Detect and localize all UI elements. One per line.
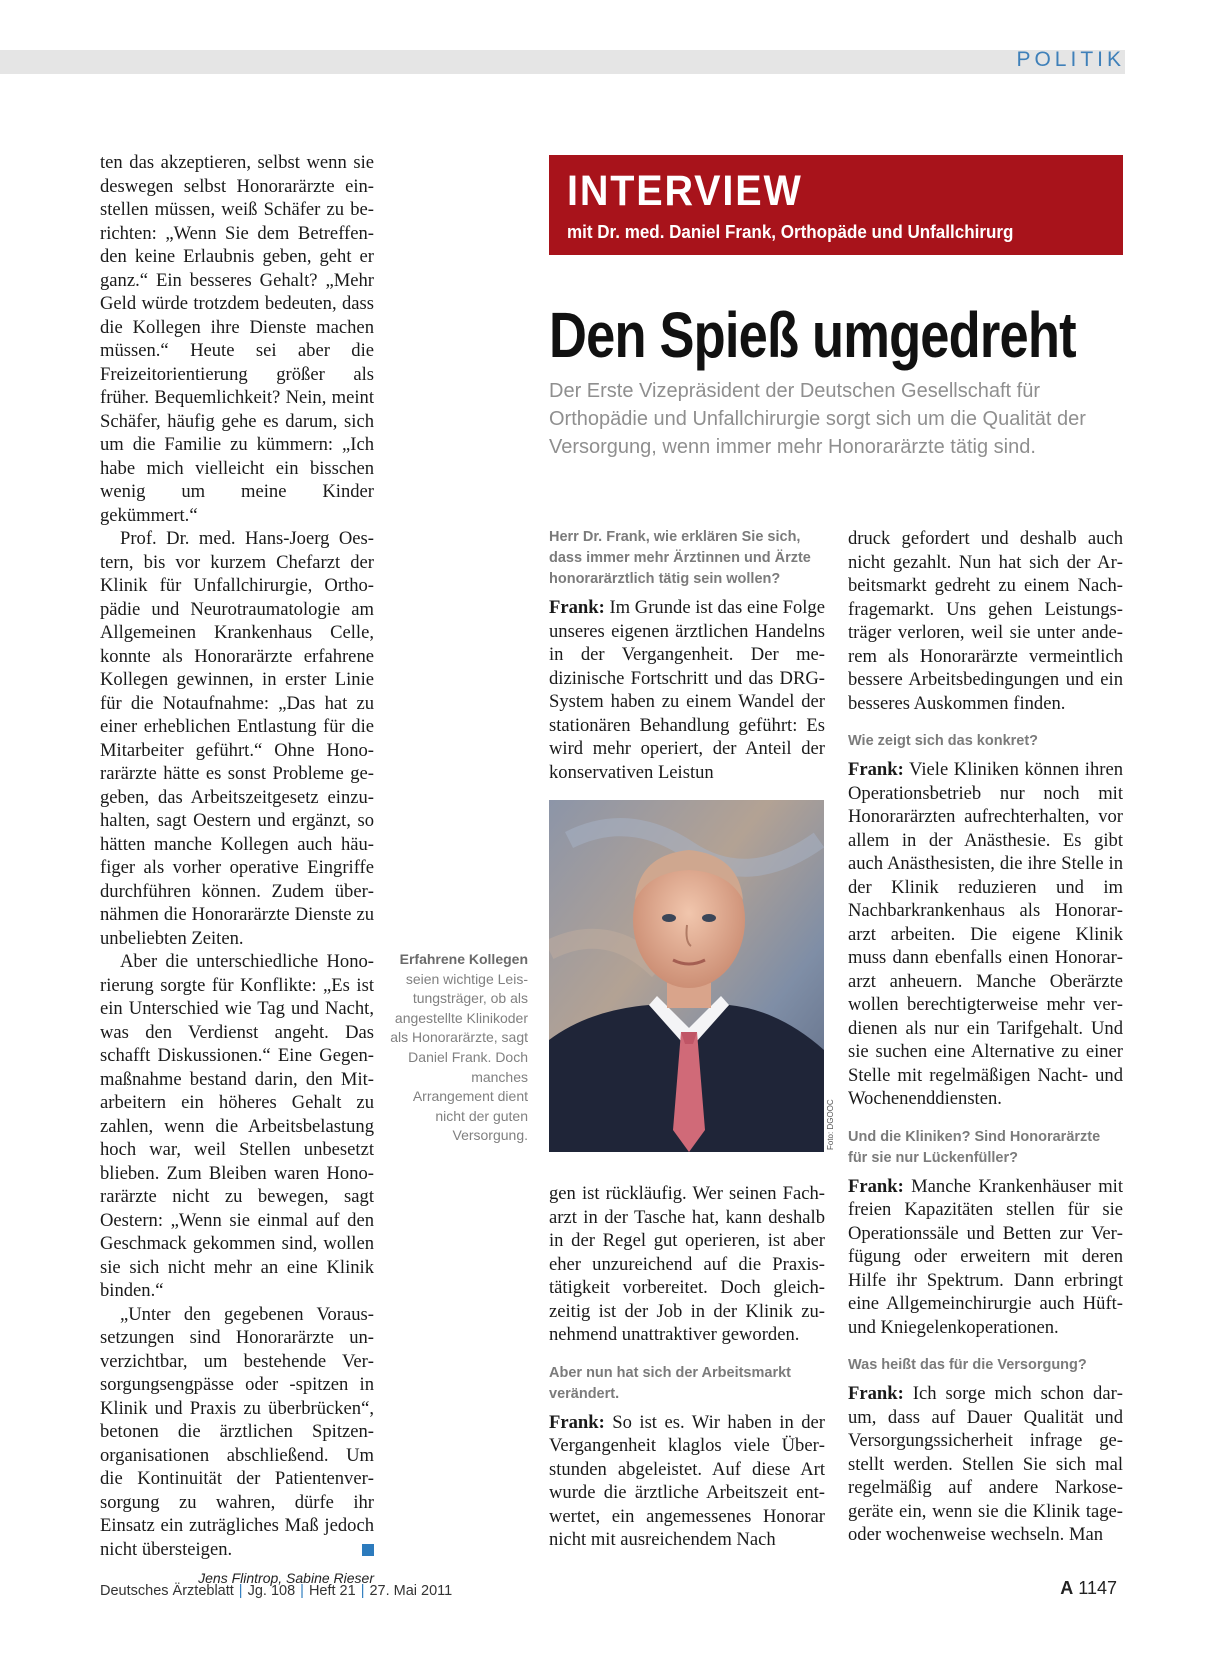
article-headline: Den Spieß umgedreht xyxy=(549,299,1076,371)
author-line: Jens Flintrop, Sabine Rieser xyxy=(198,1570,374,1586)
footer-separator: | xyxy=(238,1583,243,1599)
interview-answer xyxy=(848,1175,1123,1340)
interview-column-middle-lower xyxy=(549,1182,825,1552)
photo-credit: Foto: DGOOC xyxy=(826,1099,835,1150)
interview-answer-continued: gen ist rückläufig. Wer seinen Facharzt in der Tasche hat, kann deshalb in der Regel gut operieren, ist aber eher unzureichend auf die Praxistätigkeit vorbereitet. Doch gleichzeitig ist der Job in der Klinik zunehmend unattraktiver geworden. xyxy=(549,1183,825,1345)
answer-text: Viele Kliniken können ihren Operationsbetrieb nur noch mit Honorarärzten aufrechterhalten, vor allem in der Anästhesie. Es gibt auch Anästhesisten, die ihre Stelle in der Klinik reduzieren und im Nachbarkrankenhaus als Honorararzt arbeiten. Die eigene Klinik muss dann ebenfalls einen Honorararzt anheuern. Manche Oberärzte wollen berechtigterweise mehr verdienen als nur ein Tarifgehalt. Und sie suchen eine Alternative zu einer Stelle mit regelmäßigen Nacht- und Wochenenddiensten. xyxy=(848,759,1123,1109)
interview-answer xyxy=(549,1411,825,1552)
speaker-label: Frank: xyxy=(549,597,605,618)
interview-question: Aber nun hat sich der Arbeitsmarkt verändert. xyxy=(549,1364,791,1402)
photo-caption xyxy=(390,950,528,1146)
caption-heading: Erfahrene Kollegen xyxy=(399,951,528,967)
body-paragraph: Aber die unterschiedliche Honorierung sorgte für Konflikte: „Es ist ein Unterschied wie Tag und Nacht, was den Verdienst angeht. Das schafft Diskussionen.“ Eine Gegenmaßnahme bestand darin, den Mitarbeitern ein höheres Gehalt zu zahlen, wenn die Arbeitsbelastung hoch war, weil Stellen unbesetzt blieben. Zum Bleiben waren Honorarärzte nicht zu bewegen, sagt Oestern: „Wenn sie einmal auf den Geschmack gekommen sind, wollen sie sich nicht mehr an eine Klinik binden.“ xyxy=(100,951,374,1301)
interview-question: Wie zeigt sich das konkret? xyxy=(848,733,1039,749)
page-number xyxy=(1060,1578,1117,1599)
interview-answer xyxy=(848,1382,1123,1547)
interview-column-middle xyxy=(549,527,825,784)
interview-question: Und die Kliniken? Sind Honorarärzte für sie nur Lückenfüller? xyxy=(848,1128,1101,1166)
answer-text: Im Grunde ist das eine Folge unseres eigenen ärztlichen Handelns in der Vergangenheit. Der medizinische Fortschritt und das DRG-System haben zu einem Wandel der stationären Behandlung geführt: Es wird mehr operiert, der Anteil der konservativen Leistun xyxy=(549,597,825,783)
speaker-label: Frank: xyxy=(848,759,904,780)
journal-name: Deutsches Ärzteblatt xyxy=(100,1583,234,1599)
answer-text: So ist es. Wir haben in der Vergangenheit klaglos viele Überstunden abgeleistet. Auf diese Art wurde die ärztliche Arbeitszeit entwertet, ein angemessenes Honorar nicht mit ausreichendem Nach xyxy=(549,1411,825,1550)
speaker-label: Frank: xyxy=(848,1175,904,1197)
footer-separator: | xyxy=(300,1583,304,1599)
journal-volume: Jg. 108 xyxy=(247,1583,296,1599)
interview-answer-continued: druck gefordert und deshalb auch nicht gezahlt. Nun hat sich der Arbeitsmarkt gedreht zu einem Nachfragemarkt. Uns gehen Leistungsträger verloren, weil sie unter anderem als Honorarärzte vermeintlich bessere Arbeitsbedingungen und ein besseres Auskommen finden. xyxy=(848,528,1123,714)
page-number-value: 1147 xyxy=(1078,1578,1117,1598)
answer-text: Manche Krankenhäuser mit freien Kapazitäten stellen für sie Operationssäle und Betten zur Verfügung oder erweitern mit deren Hilfe ihr Spektrum. Dann erbringt eine Allgemeinchirurgie auch Hüft- und Kniegelenkoperationen. xyxy=(848,1175,1123,1338)
article-lede: Der Erste Vizepräsident der Deutschen Gesellschaft für Orthopädie und Unfallchirurgie sorgt sich um die Qualität der Versorgung, wenn immer mehr Honorarärzte tätig sind. xyxy=(549,380,1086,458)
body-paragraph-text: „Unter den gegebenen Voraussetzungen sind Honorarärzte unverzichtbar, um bestehende Versorgungsengpässe oder -spitzen in Klinik und Praxis zu überbrücken“, betonen die ärztlichen Spitzenorganisationen abschließend. Um die Kontinuität der Patientenversorgung zu wahren, dürfe ihr Einsatz ein zuträgliches Maß jedoch nicht übersteigen. xyxy=(100,1303,374,1560)
banner-subtitle: mit Dr. med. Daniel Frank, Orthopäde und Unfallchirurg xyxy=(567,221,1014,242)
body-paragraph xyxy=(100,1303,374,1562)
interview-answer xyxy=(549,596,825,784)
page-footer xyxy=(100,1583,452,1599)
body-paragraph: ten das akzeptieren, selbst wenn sie deswegen selbst Honorarärzte einstellen müssen, weiß Schäfer zu berichten: „Wenn Sie dem Betreffenden keine Erlaubnis geben, geht er ganz.“ Ein besseres Gehalt? „Mehr Geld würde trotzdem bedeuten, dass die Kollegen ihre Dienste machen müssen.“ Heute sei aber die Freizeitorientierung größer als früher. Bequemlichkeit? Nein, meint Schäfer, häufig gehe es darum, sich um die Familie zu kümmern: „Ich habe mich vielleicht ein bisschen wenig um meine Kinder gekümmert.“ xyxy=(100,152,374,526)
footer-separator: | xyxy=(360,1583,365,1599)
interview-column-right xyxy=(848,527,1123,1547)
interview-question: Herr Dr. Frank, wie erklären Sie sich, dass immer mehr Ärztinnen und Ärzte honorarärztlich tätig sein wollen? xyxy=(549,529,811,587)
end-square-icon xyxy=(362,1544,374,1556)
section-label: POLITIK xyxy=(1016,48,1125,71)
speaker-label: Frank: xyxy=(549,1411,605,1433)
header-bar xyxy=(0,50,1125,74)
journal-issue: Heft 21 xyxy=(308,1583,356,1599)
page-prefix: A xyxy=(1060,1578,1074,1598)
left-column xyxy=(100,151,374,1591)
portrait-photo xyxy=(549,800,824,1152)
answer-text: Ich sorge mich schon darum, dass auf Dauer Qualität und Versorgungssicherheit infrage gestellt werden. Stellen Sie sich mal regelmäßig auf andere Narkosegeräte ein, wenn sie die Klinik tageoder wochenweise wechseln. Man xyxy=(848,1383,1123,1545)
interview-answer xyxy=(848,758,1123,1111)
caption-text: seien wichtige Leistungsträger, ob als angestellte Klinikoder als Honorarärzte, sagt Daniel Frank. Doch manches Arrangement dient nicht der guten Versorgung. xyxy=(390,970,528,1144)
banner-title: INTERVIEW xyxy=(567,167,803,215)
speaker-label: Frank: xyxy=(848,1383,904,1404)
interview-question: Was heißt das für die Versorgung? xyxy=(848,1357,1087,1373)
portrait-illustration xyxy=(549,800,824,1152)
interview-banner xyxy=(549,155,1123,255)
issue-date: 27. Mai 2011 xyxy=(369,1583,453,1599)
body-paragraph: Prof. Dr. med. Hans-Joerg Oestern, bis vor kurzem Chefarzt der Klinik für Unfallchirurgie, Orthopädie und Neurotraumatologie am Allgemeinen Krankenhaus Celle, konnte als Honorarärzte erfahrene Kollegen gewinnen, in erster Linie für die Notaufnahme: „Das hat zu einer erheblichen Entlastung für die Mitarbeiter geführt.“ Ohne Honorarärzte hätte es sonst Probleme gegeben, das Arbeitszeitgesetz einzuhalten, sagt Oestern und ergänzt, so hätten manche Kollegen auch häufiger als vorher operative Eingriffe durchführen können. Zudem übernähmen die Honorarärzte Dienste zu unbeliebten Zeiten. xyxy=(100,528,374,949)
